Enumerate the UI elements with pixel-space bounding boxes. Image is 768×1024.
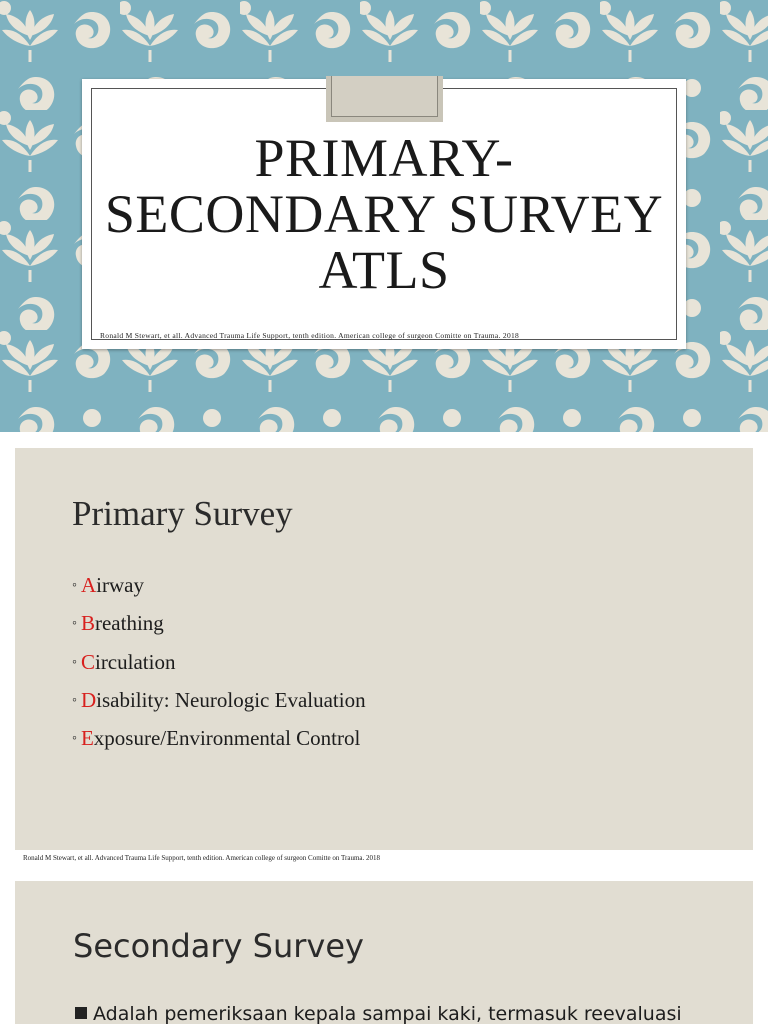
list-item [75, 1003, 682, 1024]
bullet-marker: ◦ [72, 692, 77, 708]
bullet-text: xposure/Environmental Control [93, 726, 361, 751]
list-item [72, 568, 366, 606]
bullet-text: irculation [94, 649, 176, 674]
bullet-marker: ◦ [72, 578, 77, 593]
title-citation: Ronald M Stewart, et all. Advanced Trauma Life Support, tenth edition. American college of surgeon Comitte on Trauma. 2018 [100, 331, 520, 340]
bullet-text: isability: Neurologic Evaluation [96, 687, 366, 712]
square-bullet-icon [75, 1007, 87, 1019]
bullet-list [72, 568, 366, 759]
bullet-text: Adalah pemeriksaan kepala sampai kaki, termasuk reevaluasi [93, 1003, 682, 1024]
list-item [72, 645, 366, 683]
bullet-marker: ◦ [72, 654, 77, 670]
list-item [72, 721, 366, 759]
bullet-letter: B [80, 611, 95, 636]
bullet-text: reathing [94, 611, 164, 636]
slide-title [88, 130, 680, 298]
title-line-2: SECONDARY SURVEY [104, 184, 664, 244]
title-card-tab [326, 76, 443, 122]
title-line-1: PRIMARY- [254, 128, 514, 188]
primary-survey-citation: Ronald M Stewart, et all. Advanced Trauma Life Support, tenth edition. American college of surgeon Comitte on Trauma. 2018 [23, 854, 381, 862]
bullet-marker: ◦ [72, 616, 77, 632]
bullet-letter: C [80, 649, 95, 674]
bullet-marker: ◦ [72, 731, 77, 747]
primary-survey-slide [15, 448, 753, 850]
list-item [72, 683, 366, 721]
title-slide [0, 0, 768, 432]
bullet-text: irway [96, 573, 144, 597]
list-item [72, 606, 366, 644]
bullet-letter: E [80, 726, 94, 751]
slide-heading: Primary Survey [72, 494, 293, 533]
slide-heading: Secondary Survey [73, 927, 364, 965]
bullet-letter: D [80, 687, 97, 712]
secondary-survey-slide [15, 881, 753, 1024]
title-card-tab-inner [331, 76, 438, 117]
title-line-3: ATLS [318, 240, 450, 300]
bullet-letter: A [80, 573, 97, 597]
